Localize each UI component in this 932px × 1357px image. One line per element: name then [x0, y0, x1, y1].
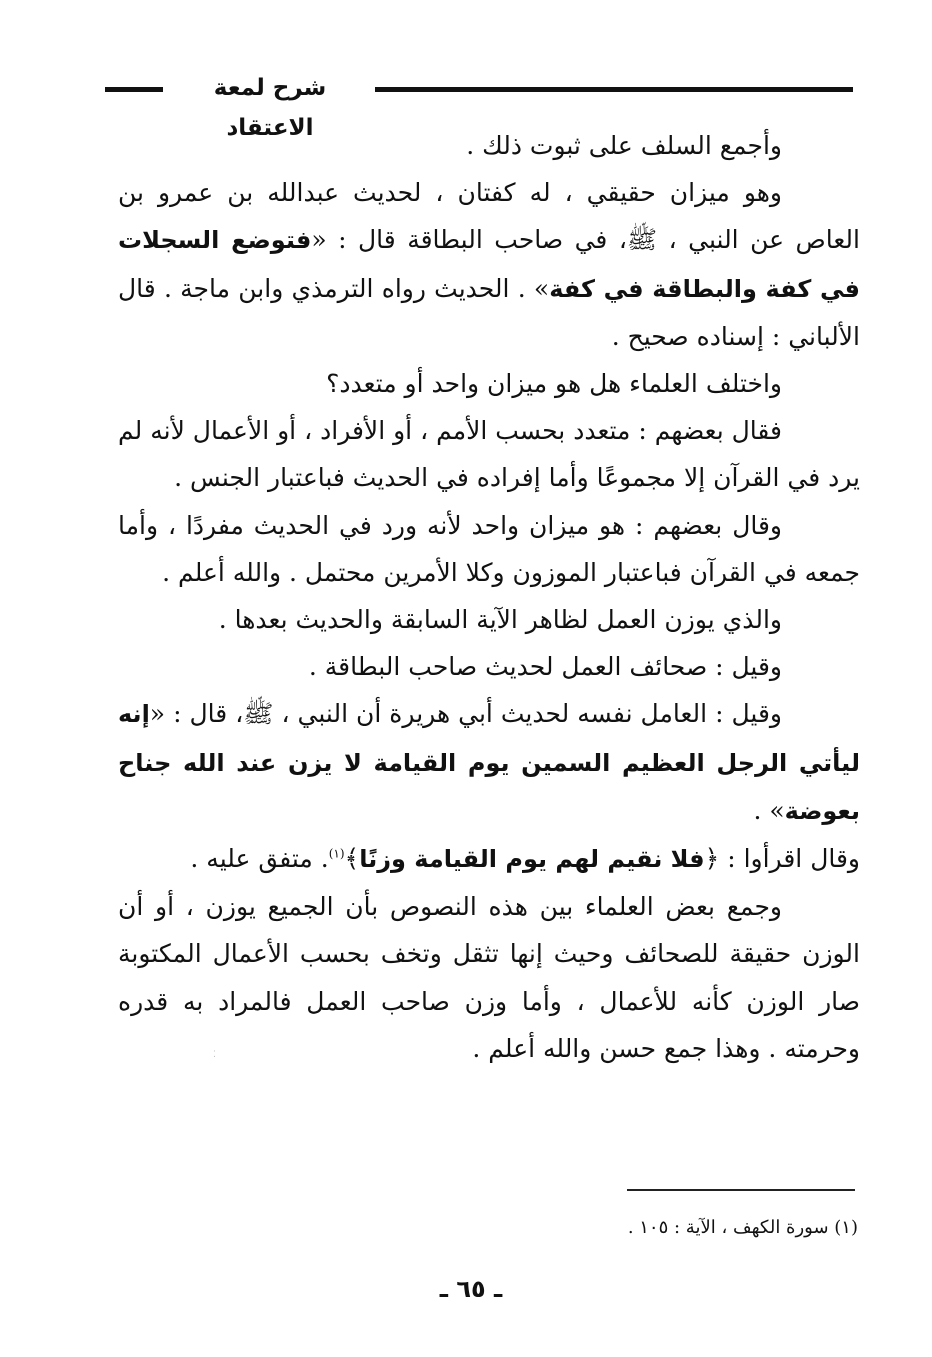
paragraph-7: وقيل : صحائف العمل لحديث صاحب البطاقة .: [308, 652, 782, 682]
paragraph-8: [118, 690, 860, 835]
footnote-separator: [627, 1189, 855, 1191]
header-title: شرح لمعة الاعتقاد: [213, 75, 327, 141]
footnote: (١) سورة الكهف ، الآية : ١٠٥ .: [627, 1217, 858, 1238]
paragraph-10: وجمع بعض العلماء بين هذه النصوص بأن الجميع يوزن ، أو أن الوزن حقيقة للصحائف وحيث إنها تثقل وتخف بحسب الأعمال المكتوبة صار الوزن كأنه للأعمال ، وأما وزن صاحب العمل فالمراد به قدره وحرمته . وهذا جمع حسن والله أعلم .: [118, 892, 860, 1063]
paragraph-3: واختلف العلماء هل هو ميزان واحد أو متعدد؟: [326, 369, 782, 399]
paragraph-9-text-c: . متفق عليه .: [190, 844, 329, 874]
paragraph-2-text-a: وهو ميزان حقيقي ، له كفتان ، لحديث عبدالله بن عمرو بن العاص عن النبي ، ﷺ، في صاحب البطاقة قال : «: [118, 178, 860, 255]
page-number: ـ ٦٥ ـ: [439, 1275, 503, 1303]
footnote-reference: (١): [328, 846, 345, 861]
paragraph-6: والذي يوزن العمل لظاهر الآية السابقة والحديث بعدها .: [218, 605, 782, 635]
header-rule-left: [105, 87, 163, 92]
main-text: [118, 122, 860, 1072]
scan-speck: ⁚: [213, 1050, 216, 1060]
paragraph-5: وقال بعضهم : هو ميزان واحد لأنه ورد في الحديث مفردًا ، وأما جمعه في القرآن فباعتبار الموزون وكلا الأمرين محتمل . والله أعلم .: [118, 510, 860, 587]
hadith-quote-bitaqa: فتوضع السجلات في كفة والبطاقة في كفة: [118, 226, 860, 303]
paragraph-8-text-b: » .: [753, 795, 785, 825]
paragraph-9-text-a: وقال اقرأوا : ﴿: [704, 844, 860, 874]
paragraph-2: [118, 169, 860, 360]
paragraph-1: وأجمع السلف على ثبوت ذلك .: [466, 131, 782, 160]
paragraph-9-text-b: ﴾: [344, 844, 360, 874]
header-rule-right: [375, 87, 853, 92]
quran-verse-quote: فلا نقيم لهم يوم القيامة وزنًا: [359, 845, 705, 874]
paragraph-8-text-a: وقيل : العامل نفسه لحديث أبي هريرة أن النبي ، ﷺ، قال : «: [149, 699, 783, 729]
paragraph-9: [118, 835, 860, 883]
running-header: [105, 68, 853, 141]
hadith-quote-rajul: إنه ليأتي الرجل العظيم السمين يوم القيامة لا يزن عند الله جناح بعوضة: [118, 700, 860, 825]
paragraph-4: فقال بعضهم : متعدد بحسب الأمم ، أو الأفراد ، أو الأعمال لأنه لم يرد في القرآن إلا مجموعًا وأما إفراده في الحديث فباعتبار الجنس .: [118, 416, 860, 493]
paragraph-2-text-b: » . الحديث رواه الترمذي وابن ماجة . قال الألباني : إسناده صحيح .: [118, 273, 860, 351]
